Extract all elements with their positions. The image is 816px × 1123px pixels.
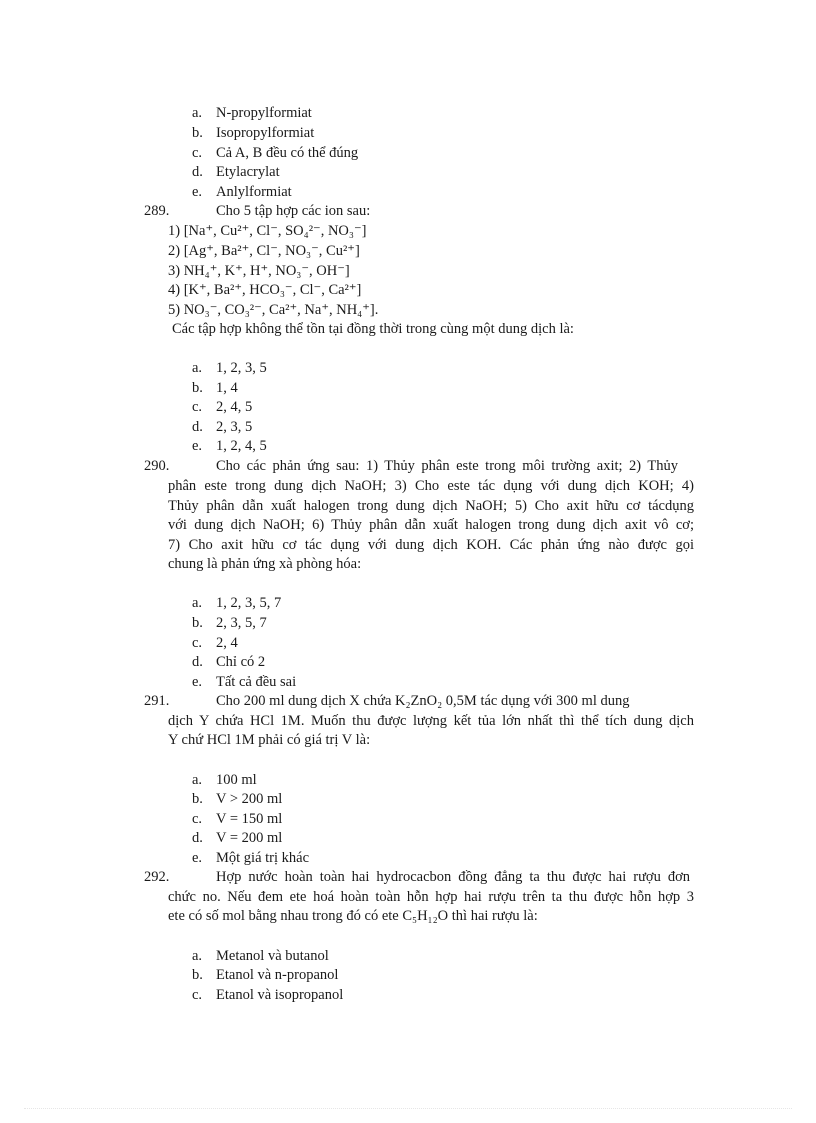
option-text: Metanol và butanol xyxy=(216,948,329,964)
option-a xyxy=(192,771,257,790)
ion-set-4: 4) [K⁺, Ba²⁺, HCO₃⁻, Cl⁻, Ca²⁺] xyxy=(168,282,362,298)
option-letter: a. xyxy=(192,105,203,121)
option-e xyxy=(192,183,292,202)
option-d xyxy=(192,163,280,182)
option-letter: a. xyxy=(192,595,203,611)
option-text: Anlylformiat xyxy=(216,184,292,200)
option-text: 1, 2, 3, 5, 7 xyxy=(216,595,282,611)
option-b xyxy=(192,124,314,143)
question-291-line-1: Cho 200 ml dung dịch X chứa K₂ZnO₂ 0,5M tác dụng với 300 ml dung xyxy=(216,693,630,709)
ion-set-5: 5) NO₃⁻, CO₃²⁻, Ca²⁺, Na⁺, NH₄⁺]. xyxy=(168,302,379,318)
option-c xyxy=(192,144,358,163)
option-letter: a. xyxy=(192,360,203,376)
question-290-line-3: Thủy phân dẫn xuất halogen trong dung dịch NaOH; 5) Cho axit hữu cơ tácdụng xyxy=(168,498,694,514)
question-292-line-2: chức no. Nếu đem ete hoá hoàn toàn hỗn hợp hai rượu trên ta thu được hỗn hợp 3 xyxy=(168,889,694,905)
option-letter: e. xyxy=(192,438,203,454)
option-b xyxy=(192,614,267,633)
option-text: 1, 2, 3, 5 xyxy=(216,360,267,376)
option-letter: d. xyxy=(192,419,203,435)
question-289-text: Các tập hợp không thể tồn tại đồng thời trong cùng một dung dịch là: xyxy=(172,321,574,337)
ion-set-1: 1) [Na⁺, Cu²⁺, Cl⁻, SO₄²⁻, NO₃⁻] xyxy=(168,223,367,239)
option-text: 1, 2, 4, 5 xyxy=(216,438,267,454)
option-text: Etylacrylat xyxy=(216,164,280,180)
option-letter: c. xyxy=(192,987,203,1003)
option-text: 100 ml xyxy=(216,772,257,788)
option-text: V > 200 ml xyxy=(216,791,283,807)
option-d xyxy=(192,653,265,672)
question-290-line-5: 7) Cho axit hữu cơ tác dụng với dung dịch KOH. Các phản ứng nào được gọi xyxy=(168,537,694,553)
option-text: N-propylformiat xyxy=(216,105,312,121)
option-letter: b. xyxy=(192,615,203,631)
question-290-line-6: chung là phản ứng xà phòng hóa: xyxy=(168,556,362,572)
option-letter: c. xyxy=(192,399,203,415)
option-a xyxy=(192,947,329,966)
option-text: Etanol và isopropanol xyxy=(216,987,344,1003)
option-text: 2, 4 xyxy=(216,635,238,651)
option-c xyxy=(192,398,252,417)
option-text: Chỉ có 2 xyxy=(216,654,266,670)
option-a xyxy=(192,104,312,123)
option-letter: c. xyxy=(192,811,203,827)
option-text: 2, 3, 5 xyxy=(216,419,253,435)
option-text: Etanol và n-propanol xyxy=(216,967,339,983)
option-letter: a. xyxy=(192,948,203,964)
question-290-line-1: Cho các phản ứng sau: 1) Thủy phân este trong môi trường axit; 2) Thủy xyxy=(216,458,678,474)
option-b xyxy=(192,379,238,398)
option-text: Tất cả đều sai xyxy=(216,674,297,690)
option-text: Cả A, B đều có thể đúng xyxy=(216,145,359,161)
question-290-line-4: với dung dịch NaOH; 6) Thủy phân dẫn xuất halogen trong dung dịch axit vô cơ; xyxy=(168,517,694,533)
question-290-line-2: phân este trong dung dịch NaOH; 3) Cho este tác dụng với dung dịch KOH; 4) xyxy=(168,478,694,494)
option-letter: a. xyxy=(192,772,203,788)
question-292-line-3: ete có số mol bằng nhau trong đó có ete C₅H₁₂O thì hai rượu là: xyxy=(168,908,538,924)
question-292-line-1: Hợp nước hoàn toàn hai hydrocacbon đồng đẳng ta thu được hai rượu đơn xyxy=(216,869,690,885)
option-text: 2, 3, 5, 7 xyxy=(216,615,267,631)
option-text: Isopropylformiat xyxy=(216,125,315,141)
option-b xyxy=(192,966,338,985)
option-d xyxy=(192,418,252,437)
option-text: 2, 4, 5 xyxy=(216,399,253,415)
option-letter: b. xyxy=(192,380,203,396)
option-c xyxy=(192,986,343,1005)
option-letter: e. xyxy=(192,674,203,690)
option-letter: d. xyxy=(192,830,203,846)
option-c xyxy=(192,634,238,653)
option-letter: c. xyxy=(192,145,203,161)
option-e xyxy=(192,673,296,692)
option-b xyxy=(192,790,282,809)
option-c xyxy=(192,810,282,829)
question-number-291: 291. xyxy=(144,693,170,709)
option-letter: e. xyxy=(192,850,203,866)
question-289-intro: Cho 5 tập hợp các ion sau: xyxy=(216,203,371,219)
question-291-line-2: dịch Y chứa HCl 1M. Muốn thu được lượng kết tủa lớn nhất thì thể tích dung dịch xyxy=(168,713,694,729)
question-291-line-3: Y chứ HCl 1M phải có giá trị V là: xyxy=(168,732,371,748)
option-letter: d. xyxy=(192,164,203,180)
option-letter: b. xyxy=(192,125,203,141)
option-letter: b. xyxy=(192,791,203,807)
ion-set-3: 3) NH₄⁺, K⁺, H⁺, NO₃⁻, OH⁻] xyxy=(168,263,350,279)
option-text: Một giá trị khác xyxy=(216,850,310,866)
ion-set-2: 2) [Ag⁺, Ba²⁺, Cl⁻, NO₃⁻, Cu²⁺] xyxy=(168,243,360,259)
option-letter: c. xyxy=(192,635,203,651)
option-text: V = 150 ml xyxy=(216,811,283,827)
option-letter: b. xyxy=(192,967,203,983)
question-number-292: 292. xyxy=(144,869,170,885)
question-number-289: 289. xyxy=(144,203,170,219)
option-letter: e. xyxy=(192,184,203,200)
option-e xyxy=(192,849,309,868)
option-letter: d. xyxy=(192,654,203,670)
page-bottom-rule xyxy=(24,1108,792,1109)
option-text: V = 200 ml xyxy=(216,830,283,846)
option-text: 1, 4 xyxy=(216,380,238,396)
option-a xyxy=(192,594,281,613)
question-number-290: 290. xyxy=(144,458,170,474)
option-a xyxy=(192,359,267,378)
option-d xyxy=(192,829,282,848)
option-e xyxy=(192,437,267,456)
